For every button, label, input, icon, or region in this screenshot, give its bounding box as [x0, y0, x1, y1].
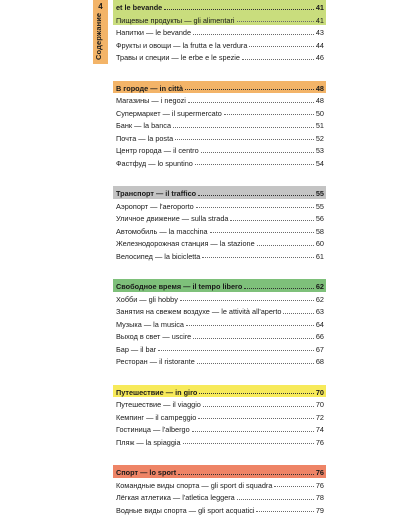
toc-entry-page: 41	[316, 17, 324, 24]
toc-entry-title: Аэропорт — l'aeroporto	[116, 203, 194, 210]
toc-entry[interactable]	[113, 199, 326, 212]
toc-entry-page: 70	[316, 389, 324, 396]
leader-dots	[256, 511, 313, 512]
toc-entry[interactable]	[113, 118, 326, 131]
leader-dots	[185, 89, 314, 90]
toc-entry[interactable]	[113, 211, 326, 224]
toc-entry-title: Свободное время — il tempo libero	[116, 283, 242, 290]
toc-entry[interactable]	[113, 354, 326, 367]
toc-entry[interactable]	[113, 503, 326, 515]
leader-dots	[257, 245, 314, 246]
toc-entry-page: 61	[316, 253, 324, 260]
toc-entry-page: 48	[316, 97, 324, 104]
toc-entry-title: Кемпинг — il campeggio	[116, 414, 196, 421]
toc-entry-page: 64	[316, 321, 324, 328]
toc-entry-page: 74	[316, 426, 324, 433]
toc-entry-page: 44	[316, 42, 324, 49]
toc-entry-title: Выход в свет — uscire	[116, 333, 191, 340]
leader-dots	[175, 139, 314, 140]
section-gap	[113, 261, 326, 279]
leader-dots	[224, 114, 314, 115]
toc-entry-title: Фастфуд — lo spuntino	[116, 160, 193, 167]
leader-dots	[180, 300, 314, 301]
toc-entry-page: 52	[316, 135, 324, 142]
toc-entry[interactable]	[113, 131, 326, 144]
toc-entry[interactable]	[113, 410, 326, 423]
toc-entry-title: Велосипед — la bicicletta	[116, 253, 200, 260]
toc-heading-free-time[interactable]	[113, 279, 326, 292]
leader-dots	[202, 257, 314, 258]
leader-dots	[283, 313, 313, 314]
toc-entry-title: Хобби — gli hobby	[116, 296, 178, 303]
toc-entry-page: 51	[316, 122, 324, 129]
toc-entry-page: 66	[316, 333, 324, 340]
toc-entry-page: 55	[316, 203, 324, 210]
leader-dots	[210, 232, 314, 233]
toc-entry[interactable]	[113, 249, 326, 262]
toc-entry-title: Пляж — la spiaggia	[116, 439, 181, 446]
toc-entry-page: 58	[316, 228, 324, 235]
toc-entry-page: 46	[316, 54, 324, 61]
toc-entry-page: 48	[316, 85, 324, 92]
toc-entry[interactable]	[113, 292, 326, 305]
section-gap	[113, 168, 326, 186]
toc-entry-page: 63	[316, 308, 324, 315]
toc-entry[interactable]	[113, 435, 326, 448]
leader-dots	[230, 220, 313, 221]
toc-entry-title: Травы и специи — le erbe e le spezie	[116, 54, 240, 61]
section-gap	[113, 63, 326, 81]
leader-dots	[195, 164, 314, 165]
table-of-contents	[113, 0, 326, 515]
toc-entry-page: 62	[316, 296, 324, 303]
toc-entry[interactable]	[113, 38, 326, 51]
toc-entry-page: 53	[316, 147, 324, 154]
leader-dots	[198, 195, 314, 196]
toc-entry-page: 54	[316, 160, 324, 167]
toc-entry-title: Водные виды спорта — gli sport acquatici	[116, 507, 254, 514]
toc-entry-title: Ресторан — il ristorante	[116, 358, 195, 365]
toc-entry-title: et le bevande	[116, 4, 162, 11]
toc-heading-transport[interactable]	[113, 186, 326, 199]
toc-entry-page: 78	[316, 494, 324, 501]
leader-dots	[244, 288, 314, 289]
toc-entry-title: Спорт — lo sport	[116, 469, 176, 476]
toc-entry-title: Путешествие — in giro	[116, 389, 197, 396]
toc-heading-city[interactable]	[113, 81, 326, 94]
leader-dots	[237, 21, 314, 22]
toc-entry-title: Путешествие — il viaggio	[116, 401, 201, 408]
toc-entry-title: Напитки — le bevande	[116, 29, 191, 36]
toc-entry-page: 68	[316, 358, 324, 365]
leader-dots	[274, 486, 313, 487]
leader-dots	[193, 34, 314, 35]
toc-entry-title: Железнодорожная станция — la stazione	[116, 240, 255, 247]
leader-dots	[197, 363, 314, 364]
toc-entry-page: 41	[316, 4, 324, 11]
toc-entry-title: Музыка — la musica	[116, 321, 184, 328]
toc-entry-page: 79	[316, 507, 324, 514]
toc-entry-page: 43	[316, 29, 324, 36]
toc-entry-page: 60	[316, 240, 324, 247]
leader-dots	[188, 102, 314, 103]
toc-entry[interactable]	[113, 106, 326, 119]
toc-entry-title: Командные виды спорта — gli sport di squadra	[116, 482, 272, 489]
section-food-drinks	[113, 0, 326, 25]
toc-entry-page: 67	[316, 346, 324, 353]
toc-entry[interactable]	[113, 25, 326, 38]
leader-dots	[237, 499, 314, 500]
toc-entry[interactable]	[113, 304, 326, 317]
toc-entry-title: Гостиница — l'albergo	[116, 426, 190, 433]
toc-entry[interactable]	[113, 490, 326, 503]
toc-entry[interactable]	[113, 93, 326, 106]
leader-dots	[242, 59, 314, 60]
toc-entry-title: Почта — la posta	[116, 135, 173, 142]
toc-entry[interactable]	[113, 329, 326, 342]
toc-heading[interactable]	[113, 0, 326, 13]
toc-heading-sport[interactable]	[113, 465, 326, 478]
toc-entry-title: Пищевые продукты — gli alimentari	[116, 17, 235, 24]
leader-dots	[203, 406, 314, 407]
toc-entry[interactable]	[113, 317, 326, 330]
toc-entry-page: 55	[316, 190, 324, 197]
section-gap	[113, 447, 326, 465]
toc-entry-page: 56	[316, 215, 324, 222]
leader-dots	[199, 393, 314, 394]
toc-entry[interactable]	[113, 224, 326, 237]
toc-entry-title: Бар — il bar	[116, 346, 156, 353]
leader-dots	[196, 207, 314, 208]
toc-entry-page: 62	[316, 283, 324, 290]
toc-entry-page: 76	[316, 469, 324, 476]
leader-dots	[201, 152, 314, 153]
toc-entry-page: 70	[316, 401, 324, 408]
leader-dots	[249, 46, 313, 47]
toc-heading-travel[interactable]	[113, 385, 326, 398]
leader-dots	[186, 325, 314, 326]
side-tab	[93, 0, 108, 64]
toc-entry[interactable]	[113, 143, 326, 156]
toc-entry-title: Транспорт — il traffico	[116, 190, 196, 197]
toc-entry[interactable]	[113, 156, 326, 169]
toc-entry[interactable]	[113, 13, 326, 26]
toc-entry-page: 72	[316, 414, 324, 421]
section-gap	[113, 367, 326, 385]
toc-entry-title: Центр города — il centro	[116, 147, 199, 154]
toc-entry-title: В городе — in città	[116, 85, 183, 92]
toc-entry-title: Автомобиль — la macchina	[116, 228, 208, 235]
leader-dots	[164, 9, 314, 10]
leader-dots	[158, 350, 314, 351]
toc-entry-page: 50	[316, 110, 324, 117]
toc-entry[interactable]	[113, 422, 326, 435]
toc-entry-title: Супермаркет — il supermercato	[116, 110, 222, 117]
toc-entry-title: Фрукты и овощи — la frutta e la verdura	[116, 42, 247, 49]
toc-entry[interactable]	[113, 342, 326, 355]
leader-dots	[173, 127, 314, 128]
toc-entry-title: Уличное движение — sulla strada	[116, 215, 228, 222]
leader-dots	[183, 443, 314, 444]
leader-dots	[193, 338, 314, 339]
toc-entry-page: 76	[316, 439, 324, 446]
toc-entry[interactable]	[113, 236, 326, 249]
toc-entry-title: Занятия на свежем воздухе — le attività all'aperto	[116, 308, 281, 315]
leader-dots	[198, 418, 314, 419]
leader-dots	[178, 474, 314, 475]
leader-dots	[192, 431, 314, 432]
side-tab-page-number: 4	[93, 2, 108, 11]
toc-entry-title: Лёгкая атлетика — l'atletica leggera	[116, 494, 235, 501]
toc-entry[interactable]	[113, 478, 326, 491]
toc-entry[interactable]	[113, 397, 326, 410]
toc-entry[interactable]	[113, 50, 326, 63]
toc-entry-page: 76	[316, 482, 324, 489]
toc-entry-title: Магазины — i negozi	[116, 97, 186, 104]
toc-entry-title: Банк — la banca	[116, 122, 171, 129]
side-tab-label: Содержание	[94, 8, 103, 60]
